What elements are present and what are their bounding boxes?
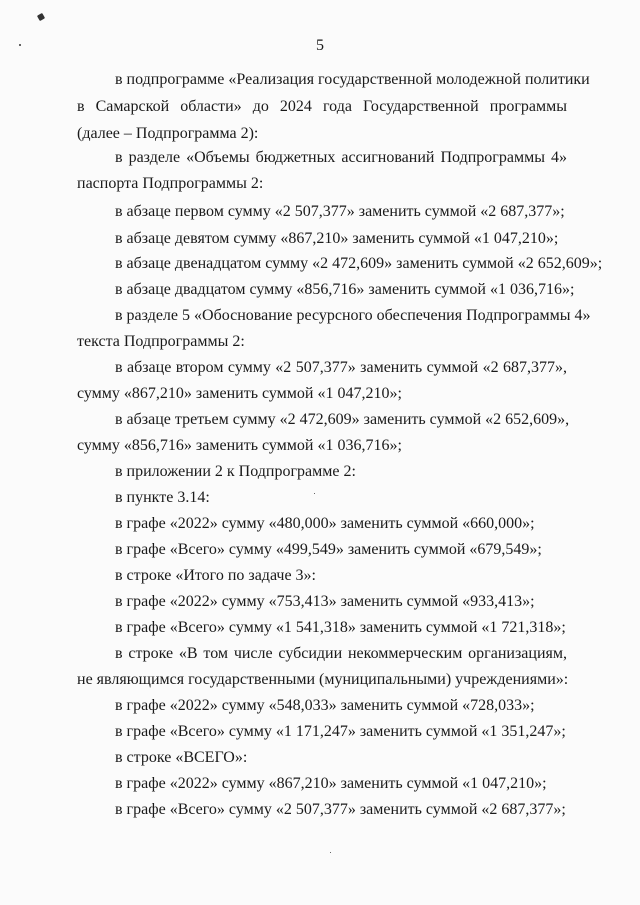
text-line: в графе «Всего» сумму «1 541,318» заменить суммой «1 721,318»; <box>115 619 566 636</box>
text-line: в разделе 5 «Обоснование ресурсного обеспечения Подпрограммы 4» <box>115 307 591 324</box>
scan-speck <box>330 852 331 853</box>
text-line: в графе «2022» сумму «548,033» заменить суммой «728,033»; <box>115 697 535 714</box>
scan-speck <box>19 44 21 46</box>
text-line: в абзаце девятом сумму «867,210» заменить суммой «1 047,210»; <box>115 230 559 247</box>
text-line: паспорта Подпрограммы 2: <box>77 175 264 192</box>
text-line: в Самарской области» до 2024 года Государственной программы <box>77 98 567 115</box>
text-line: сумму «867,210» заменить суммой «1 047,210»; <box>77 385 402 402</box>
text-line: в приложении 2 к Подпрограмме 2: <box>115 463 356 480</box>
text-line: в разделе «Объемы бюджетных ассигнований Подпрограммы 4» <box>115 149 567 166</box>
text-line: в графе «Всего» сумму «499,549» заменить суммой «679,549»; <box>115 541 542 558</box>
text-line: в абзаце двадцатом сумму «856,716» заменить суммой «1 036,716»; <box>115 281 575 298</box>
text-line: в графе «Всего» сумму «2 507,377» заменить суммой «2 687,377»; <box>115 801 566 818</box>
text-line: текста Подпрограммы 2: <box>77 333 245 350</box>
text-line: в графе «Всего» сумму «1 171,247» заменить суммой «1 351,247»; <box>115 723 566 740</box>
scan-speck <box>314 493 315 494</box>
page-number: 5 <box>316 37 324 54</box>
text-line: в подпрограмме «Реализация государственной молодежной политики <box>115 71 590 88</box>
scan-speck <box>37 13 45 21</box>
text-line: в абзаце двенадцатом сумму «2 472,609» заменить суммой «2 652,609»; <box>115 255 603 272</box>
text-line: в строке «ВСЕГО»: <box>115 749 248 766</box>
text-line: в абзаце втором сумму «2 507,377» заменить суммой «2 687,377», <box>115 359 567 376</box>
text-line: не являющимся государственными (муниципальными) учреждениями»: <box>77 671 569 688</box>
text-line: в графе «2022» сумму «753,413» заменить суммой «933,413»; <box>115 593 535 610</box>
text-line: (далее – Подпрограмма 2): <box>77 125 259 142</box>
text-line: сумму «856,716» заменить суммой «1 036,716»; <box>77 437 402 454</box>
text-line: в строке «В том числе субсидии некоммерческим организациям, <box>115 645 567 662</box>
text-line: в пункте 3.14: <box>115 489 210 506</box>
text-line: в графе «2022» сумму «867,210» заменить суммой «1 047,210»; <box>115 775 547 792</box>
text-line: в строке «Итого по задаче 3»: <box>115 567 316 584</box>
text-line: в графе «2022» сумму «480,000» заменить суммой «660,000»; <box>115 515 535 532</box>
text-line: в абзаце третьем сумму «2 472,609» заменить суммой «2 652,609», <box>115 411 570 428</box>
text-line: в абзаце первом сумму «2 507,377» заменить суммой «2 687,377»; <box>115 203 565 220</box>
